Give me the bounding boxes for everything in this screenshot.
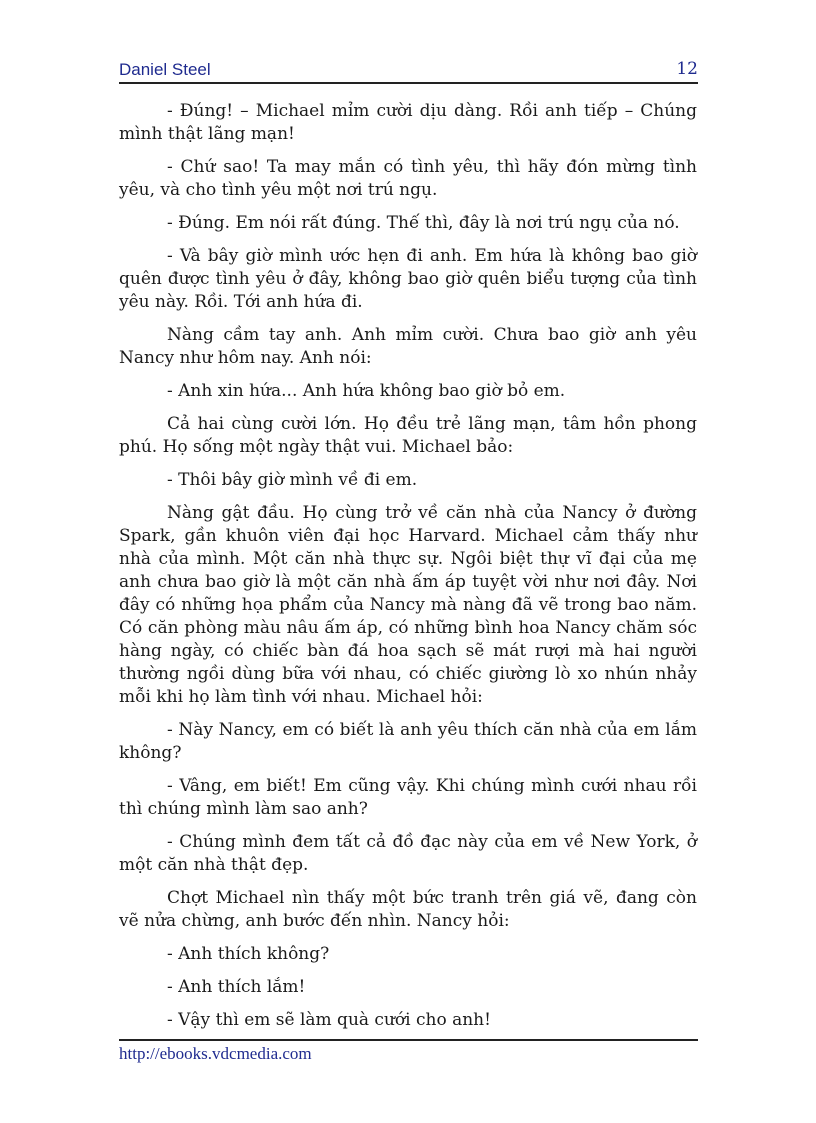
paragraph: - Thôi bây giờ mình về đi em. — [167, 470, 418, 490]
paragraph: - Anh thích lắm! — [167, 977, 306, 997]
paragraph: Chợt Michael nìn thấy một bức tranh trên giá vẽ, đang còn vẽ nửa chừng, anh bước đến nhìn. Nancy hỏi: — [119, 888, 697, 931]
header-author: Daniel Steel — [119, 60, 211, 79]
paragraph: - Và bây giờ mình ước hẹn đi anh. Em hứa là không bao giờ quên được tình yêu ở đây, không bao giờ quên biểu tượng của tình yêu này. Rồi. Tới anh hứa đi. — [119, 246, 697, 312]
paragraph: - Anh thích không? — [167, 944, 330, 964]
paragraph: - Vâng, em biết! Em cũng vậy. Khi chúng mình cưới nhau rồi thì chúng mình làm sao anh? — [119, 776, 697, 819]
paragraph: - Anh xin hứa... Anh hứa không bao giờ bỏ em. — [167, 381, 566, 401]
paragraph: - Đúng. Em nói rất đúng. Thế thì, đây là nơi trú ngụ của nó. — [167, 213, 680, 233]
paragraph: Nàng gật đầu. Họ cùng trở về căn nhà của Nancy ở đường Spark, gần khuôn viên đại học Harvard. Michael cảm thấy như nhà của mình. Một căn nhà thực sự. Ngôi biệt thự vĩ đại của mẹ anh chưa bao giờ là một căn nhà ấm áp tuyệt vời như nơi đây. Nơi đây có những họa phẩm của Nancy mà nàng đã vẽ trong bao năm. Có căn phòng màu nâu ấm áp, có những bình hoa Nancy chăm sóc hàng ngày, có chiếc bàn đá hoa sạch sẽ mát rượi mà hai người thường ngồi dùng bữa với nhau, có chiếc giường lò xo nhún nhảy mỗi khi họ làm tình với nhau. Michael hỏi: — [119, 503, 697, 707]
paragraph: - Đúng! – Michael mỉm cười dịu dàng. Rồi anh tiếp – Chúng mình thật lãng mạn! — [119, 101, 697, 144]
paragraph: - Chúng mình đem tất cả đồ đạc này của em về New York, ở một căn nhà thật đẹp. — [119, 832, 697, 875]
footer-url-link[interactable]: http://ebooks.vdcmedia.com — [119, 1044, 312, 1063]
paragraph: - Chứ sao! Ta may mắn có tình yêu, thì hãy đón mừng tình yêu, và cho tình yêu một nơi trú ngụ. — [119, 157, 697, 200]
paragraph: - Vậy thì em sẽ làm quà cưới cho anh! — [167, 1010, 491, 1030]
page-header — [119, 58, 698, 84]
page-number: 12 — [676, 59, 698, 79]
paragraph: Cả hai cùng cười lớn. Họ đều trẻ lãng mạn, tâm hồn phong phú. Họ sống một ngày thật vui. Michael bảo: — [119, 414, 697, 457]
paragraph: - Này Nancy, em có biết là anh yêu thích căn nhà của em lắm không? — [119, 720, 697, 763]
page-footer — [119, 1039, 698, 1063]
page-body — [119, 100, 697, 1042]
paragraph: Nàng cầm tay anh. Anh mỉm cười. Chưa bao giờ anh yêu Nancy như hôm nay. Anh nói: — [119, 325, 697, 368]
